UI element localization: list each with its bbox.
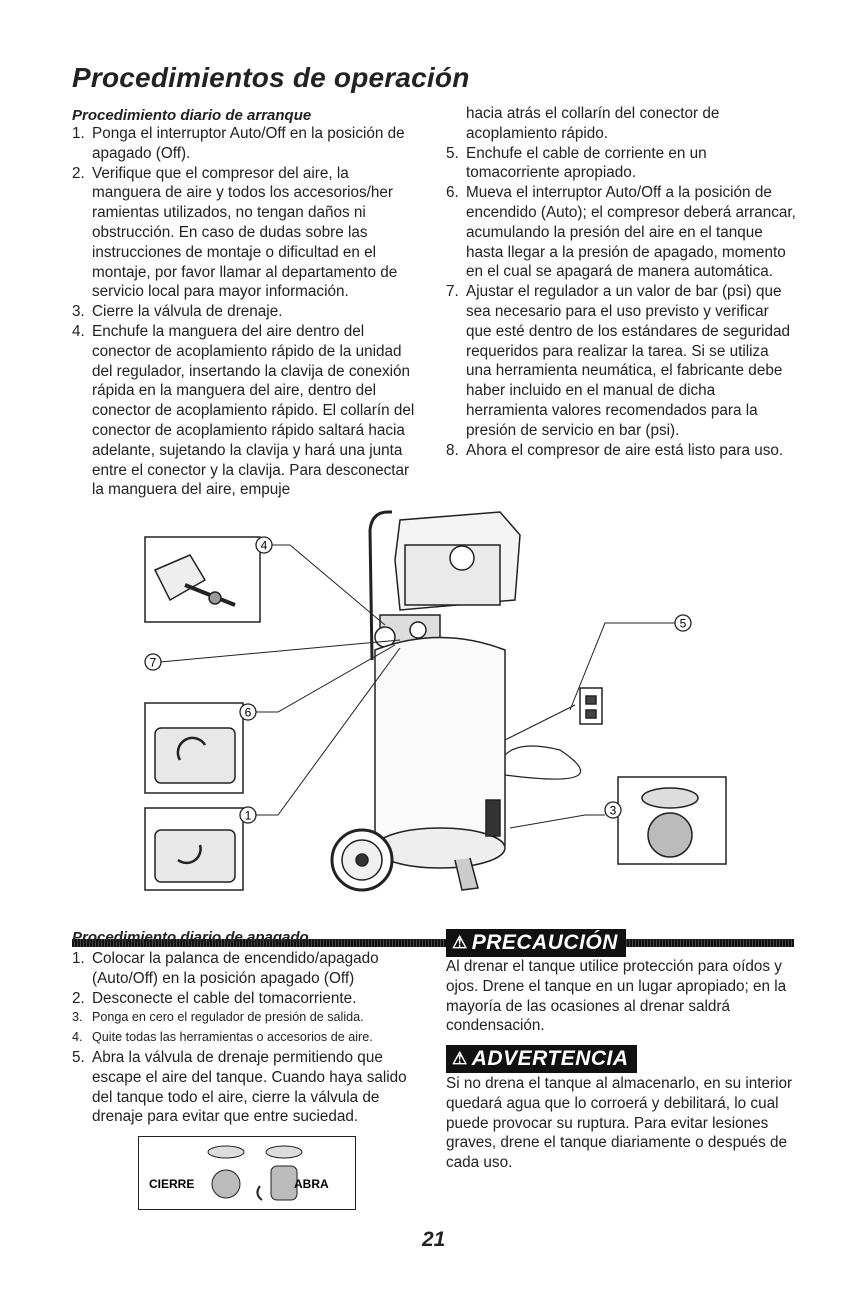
shutdown-heading: Procedimiento diario de apagado: [72, 929, 309, 946]
list-item: 3. Ponga en cero el regulador de presión de salida.: [72, 1010, 364, 1025]
page-title: Procedimientos de operación: [72, 62, 470, 93]
step-continuation: hacia atrás el collarín del conector de acoplamiento rápido.: [466, 105, 720, 142]
callout-4: [256, 537, 272, 553]
list-item: 2. Verifique que el compresor del aire, la manguera de aire y todos los accesorios/her ramientas utilizados, no tengan daños ni obstrucción. En caso de dudas sobre las instrucciones de montaje o dificultad en el montaje, por favor llamar al departamento de servicio local para mayor información.: [72, 164, 398, 301]
callout-3: [605, 802, 621, 818]
list-item: 1. Ponga el interruptor Auto/Off en la posición de apagado (Off).: [72, 125, 405, 162]
valve-close-label: CIERRE: [149, 1177, 195, 1191]
callout-7: [145, 654, 161, 670]
startup-heading: Procedimiento diario de arranque: [72, 107, 312, 124]
caution-label: ⚠ PRECAUCIÓN: [446, 929, 626, 957]
warning-triangle-icon: ⚠: [452, 933, 468, 952]
svg-text:7: 7: [149, 655, 157, 670]
list-item: 5. Enchufe el cable de corriente en un tomacorriente apropiado.: [446, 144, 707, 182]
svg-text:6: 6: [244, 705, 252, 720]
callout-1: [240, 807, 256, 823]
list-item: 4. Enchufe la manguera del aire dentro del conector de acoplamiento rápido de la unidad del regulador, insertando la clavija de conexión rápida en la manguera del aire, dentro del conector de acoplamiento rápido. El collarín del conector de acoplamiento rápido saltará hacia adelante, sujetando la clavija y hará una junta entre el conector y la clavija. Para desconectar la manguera del aire, empuje: [72, 322, 415, 499]
valve-open-label: ABRA: [294, 1177, 329, 1191]
warning-triangle-icon: ⚠: [452, 1049, 468, 1068]
shutdown-steps: [72, 949, 412, 1127]
list-item: 3. Cierre la válvula de drenaje.: [72, 303, 283, 321]
svg-text:5: 5: [679, 616, 687, 631]
page-number: 21: [422, 1228, 446, 1251]
svg-text:4: 4: [260, 538, 268, 553]
caution-text: Al drenar el tanque utilice protección para oídos y ojos. Drene el tanque en un lugar apropiado; en la mayoría de las ocasiones al drenar saldrá condensación.: [446, 958, 787, 1035]
list-item: 2. Desconecte el cable del tomacorriente.: [72, 989, 357, 1007]
list-item: 6. Mueva el interruptor Auto/Off a la posición de encendido (Auto); el compresor deberá arrancar, acumulando la presión del aire en el tanque hasta llegar a la presión de apagado, momento en el cual se apagará de manera automática.: [446, 184, 796, 281]
callout-5: [675, 615, 691, 631]
list-item: 8. Ahora el compresor de aire está listo para uso.: [446, 441, 784, 459]
drain-valve-diagram: [138, 1136, 356, 1210]
callout-6: [240, 704, 256, 720]
list-item: 4. Quite todas las herramientas o accesorios de aire.: [72, 1030, 373, 1045]
warning-label: ⚠ ADVERTENCIA: [446, 1045, 637, 1073]
svg-text:3: 3: [609, 803, 617, 818]
list-item: 5. Abra la válvula de drenaje permitiendo que escape el aire del tanque. Cuando haya salido del tanque todo el aire, cierre la válvula de drenaje para evitar que entre suciedad.: [72, 1048, 407, 1126]
list-item: 7. Ajustar el regulador a un valor de bar (psi) que sea necesario para el uso previsto y verificar que esté dentro de los estándares de seguridad requeridos para realizar la tarea. Si se utiliza una herramienta neumática, el fabricante debe haber incluido en el manual de dicha herramienta valores recomendados para la presión de servicio en bar (psi).: [446, 283, 791, 439]
list-item: 1. Colocar la palanca de encendido/apagado (Auto/Off) en la posición apagado (Off): [72, 950, 379, 987]
warning-text: Si no drena el tanque al almacenarlo, en su interior quedará agua que lo corroerá y debilitará, lo cual puede provocar su ruptura. Para evitar lesiones graves, drene el tanque diariamente o después de cada uso.: [446, 1075, 793, 1172]
svg-text:1: 1: [244, 808, 252, 823]
